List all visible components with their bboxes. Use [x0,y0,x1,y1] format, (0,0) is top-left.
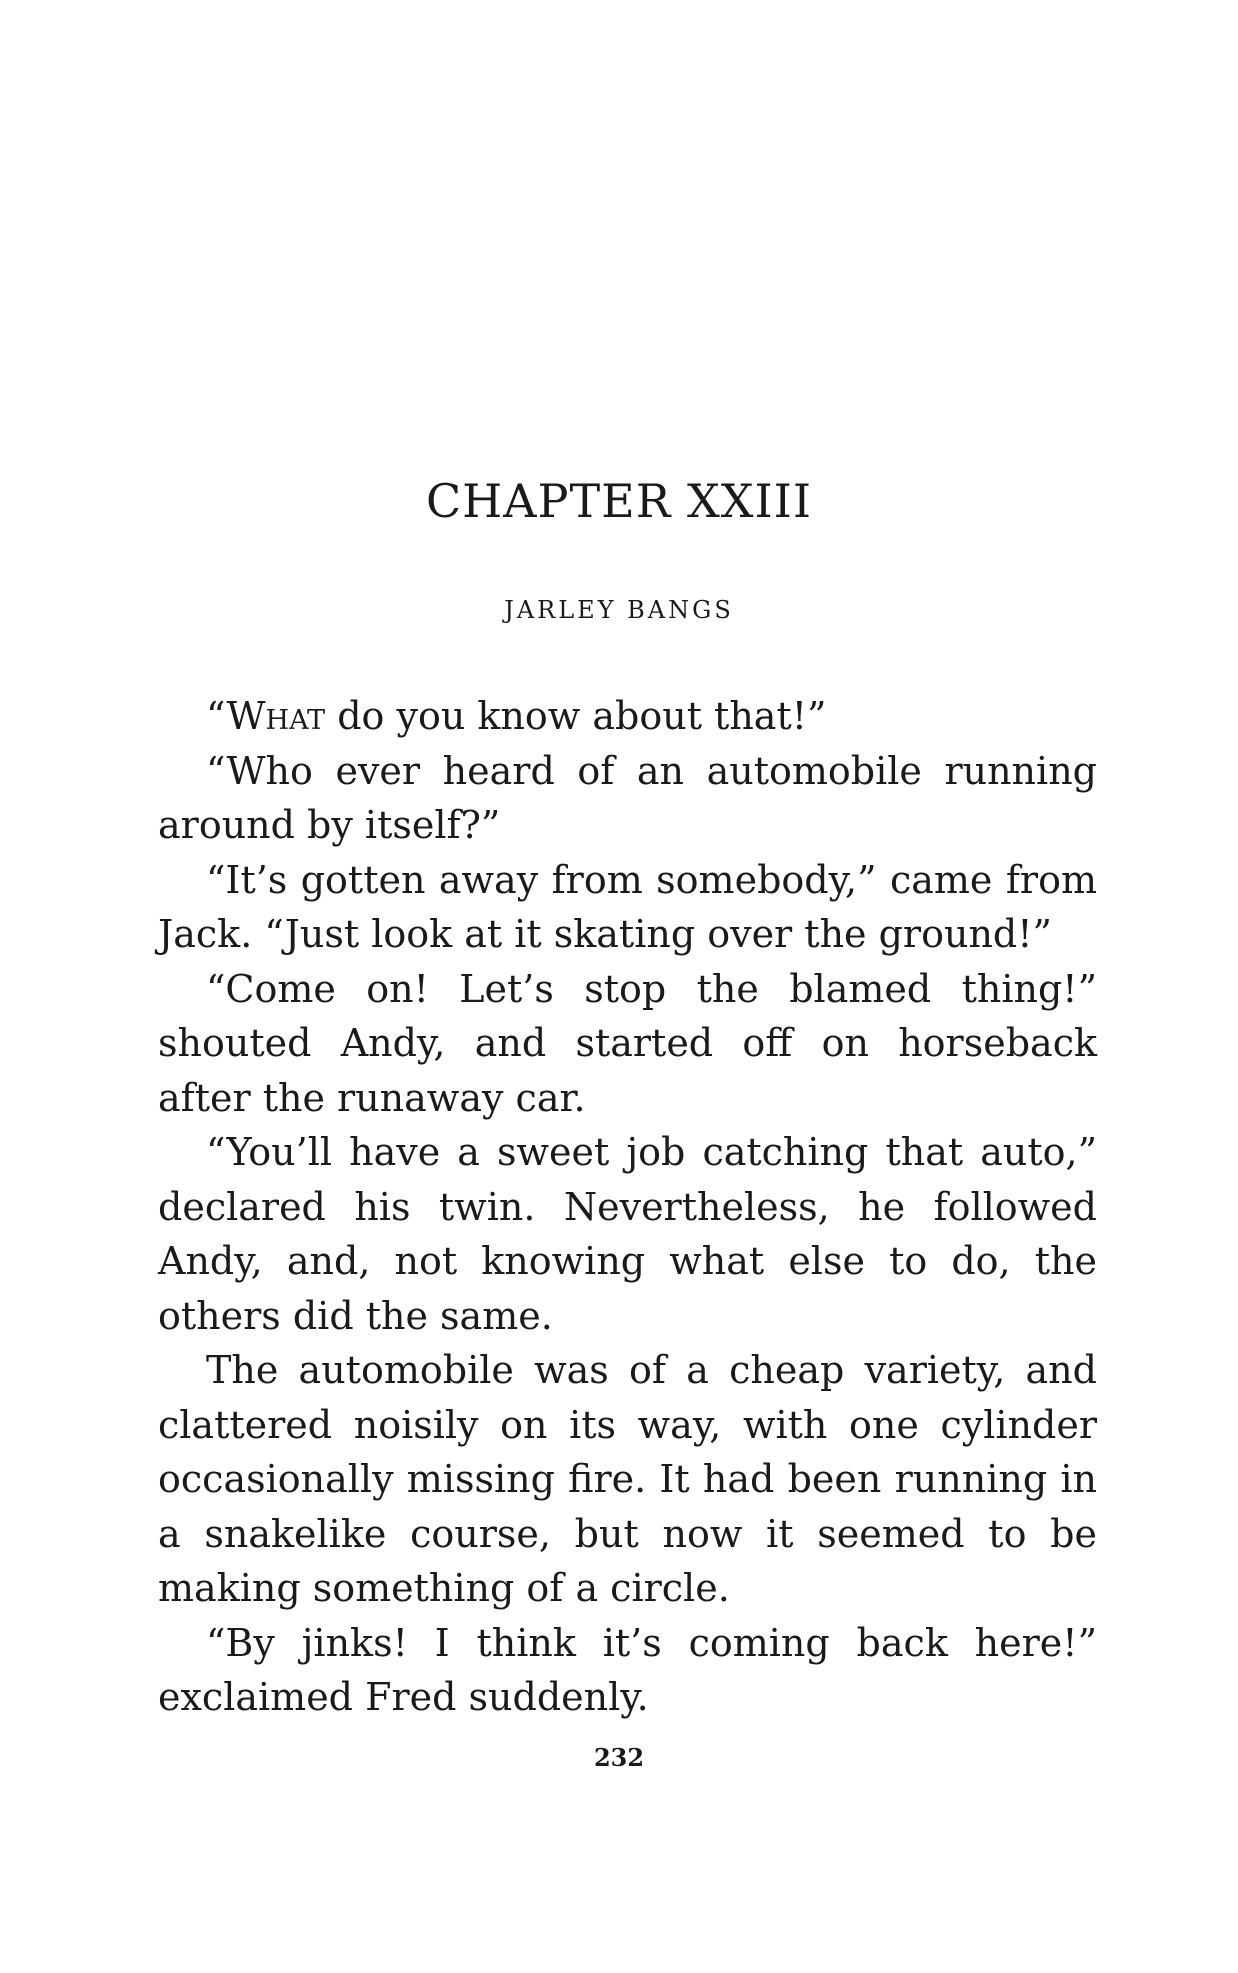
paragraph [158,689,1097,744]
paragraph: “You’ll have a sweet job catching that auto,” declared his twin. Nevertheless, he followed Andy, and, not knowing what else to do, the others did the same. [158,1130,1097,1338]
body-text [158,689,1097,1725]
page-number: 232 [593,1743,645,1772]
chapter-subtitle: JARLEY BANGS [504,596,734,624]
paragraph: The automobile was of a cheap variety, and clattered noisily on its way, with one cylinder occasionally missing fire. It had been running in a snakelike course, but now it seemed to be making something of a circle. [158,1348,1097,1610]
paragraph: “By jinks! I think it’s coming back here!” exclaimed Fred suddenly. [158,1620,1097,1719]
paragraph: “Come on! Let’s stop the blamed thing!” shouted Andy, and started off on horseback after the runaway car. [158,966,1097,1120]
paragraph-text: do you know about that!” [325,694,827,738]
paragraph: “It’s gotten away from somebody,” came from Jack. “Just look at it skating over the ground!” [158,857,1097,956]
paragraph: “Who ever heard of an automobile running around by itself?” [158,748,1097,847]
paragraph-lead: “What [206,694,326,738]
chapter-title: CHAPTER XXIII [425,474,812,528]
